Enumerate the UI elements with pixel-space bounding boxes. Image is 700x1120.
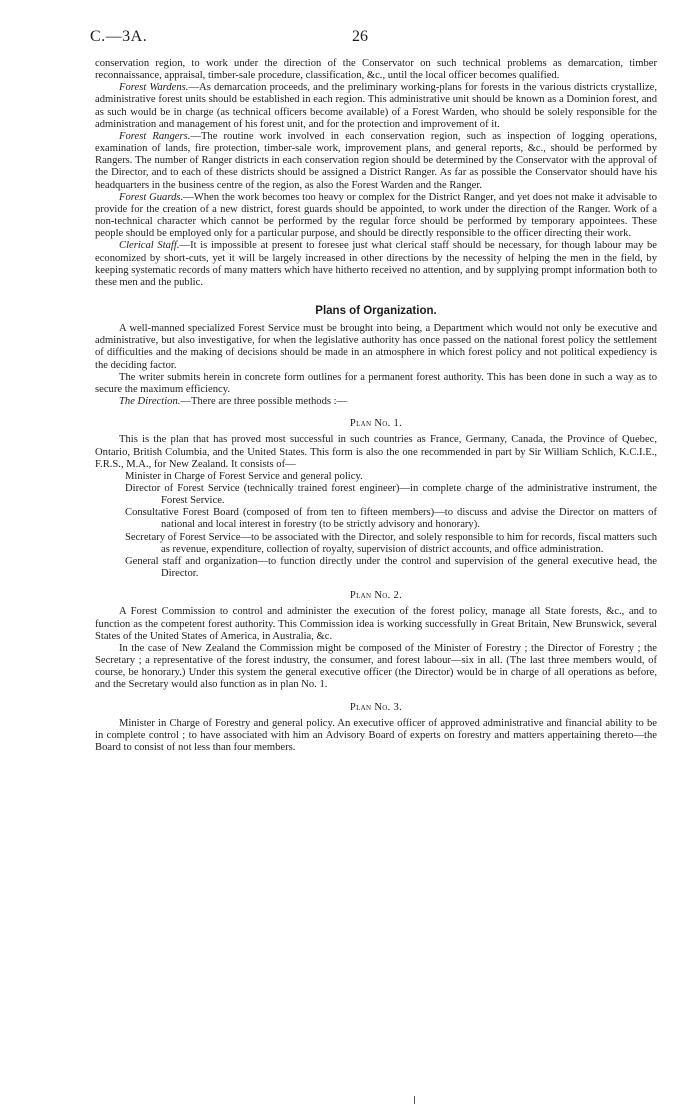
section-title: Plans of Organization.: [315, 304, 437, 317]
plan-3-heading: Plan No. 3.: [349, 701, 403, 713]
plan-3-text: Minister in Charge of Forestry and general policy. An executive officer of approved administrative and financial ability to be in complete control ; to have associated with him an Advisory Board of experts on forestry and matters appertaining thereto—the Board to consist of not less than four members.: [95, 717, 657, 753]
intro-paragraph: conservation region, to work under the direction of the Conservator on such technical problems as demarcation, timber reconnaissance, appraisal, timber-sale procedure, classification, &c., until the local officer becomes qualified.: [95, 58, 657, 82]
page-number: 26: [352, 28, 368, 45]
paragraph-lead: Forest Guards.: [119, 191, 184, 203]
forest-rangers-paragraph: Forest Rangers.—The routine work involved in each conservation region, such as inspection of logging operations, examination of lands, fire protection, timber-sale work, improvement plans, and general reports, &c., should be performed by Rangers. The number of Ranger districts in each conservation region should be determined by the Conservator with the approval of the Director, and to each of these districts should be assigned a District Ranger. As far as possible the Conservator should have his headquarters in the business centre of the region, as also the Forest Warden and the Ranger.: [95, 130, 657, 191]
paragraph-lead: Forest Rangers.: [119, 130, 191, 142]
clerical-staff-paragraph: Clerical Staff.—It is impossible at present to foresee just what clerical staff should be necessary, for though labour may be economized by short-cuts, yet it will be largely increased in other directions by the necessity of helping the men in the field, by keeping systematic records of many matters which have hitherto received no attention, and by supplying prompt information both to these men and the public.: [95, 240, 657, 288]
plan-1-heading: Plan No. 1.: [349, 418, 403, 430]
page-header: [90, 28, 630, 58]
plan-2-heading: Plan No. 2.: [349, 590, 403, 602]
forest-guards-paragraph: Forest Guards.—When the work becomes too heavy or complex for the District Ranger, and yet does not make it advisable to provide for the creation of a new district, forest guards should be appointed, to work under the direction of the Ranger. Work of a non-technical character which cannot be performed by the regular force should be performed by temporary appointees. These people should be employed only for a particular purpose, and should be directly responsible to the officer directing their work.: [95, 191, 657, 240]
paragraph-lead: The Direction.: [119, 396, 181, 408]
paragraph-lead: Forest Wardens.: [119, 82, 189, 94]
list-item: General staff and organization—to function directly under the control and supervision of the general executive head, the Director.: [125, 555, 657, 580]
plan-1-text: This is the plan that has proved most successful in such countries as France, Germany, Canada, the Province of Quebec, Ontario, British Columbia, and the United States. This form is also the one recommended in part by Sir William Schlich, K.C.I.E., F.R.S., M.A., for New Zealand. It consists of—: [95, 434, 657, 470]
direction-paragraph: The Direction.—There are three possible methods :—: [119, 396, 348, 408]
page-mark: [414, 1096, 415, 1104]
list-item: Secretary of Forest Service—to be associated with the Director, and solely responsible to him for records, fiscal matters such as revenue, expenditure, collection of royalty, supervision of district accounts, and office administration.: [125, 531, 657, 555]
paragraph-lead: Clerical Staff.: [119, 240, 180, 252]
list-item: Minister in Charge of Forest Service and general policy.: [125, 470, 363, 482]
forest-wardens-paragraph: Forest Wardens.—As demarcation proceeds, and the preliminary working-plans for forests in the various districts crystallize, administrative forest units should be established in each region. This administrative unit should be known as a Dominion forest, and as such would be in charge (as technical officers become available) of a Forest Warden, who should be solely responsible for the administration and management of his forest unit, and for the protection and improvement of it.: [95, 82, 658, 130]
plan-2-paragraph: In the case of New Zealand the Commission might be composed of the Minister of Forestry ; the Director of Forestry ; the Secretary ; a representative of the forest industry, the consumer, and forest labour—six in all. (The last three members would, of course, be honorary.) Under this system the general executive officer (the Director) would be in charge of all operations as before, and the Secretary would also function as in plan No. 1.: [95, 642, 657, 691]
document-body: [95, 58, 657, 754]
list-item: Director of Forest Service (technically trained forest engineer)—in complete charge of the administrative instrument, the Forest Service.: [125, 483, 657, 507]
plan-2-paragraph: A Forest Commission to control and administer the execution of the forest policy, manage all State forests, &c., and to function as the competent forest authority. This Commission idea is working successfully in Great Britain, New Brunswick, several States of the United States of America, in Australia, &c.: [95, 606, 657, 642]
section-paragraph: A well-manned specialized Forest Service must be brought into being, a Department which would not only be executive and administrative, but also investigative, for when the legislative authority has once passed on the national forest policy the settlement of difficulties and the making of decisions should be made in an atmosphere in which forest policy and not political expediency is the deciding factor.: [95, 323, 657, 371]
list-item: Consultative Forest Board (composed of from ten to fifteen members)—to discuss and advise the Director on matters of national and local interest in forestry (to be strictly advisory and honorary).: [125, 507, 657, 531]
section-paragraph: The writer submits herein in concrete form outlines for a permanent forest authority. This has been done in such a way as to secure the maximum efficiency.: [95, 371, 657, 395]
document-reference: C.—3A.: [90, 28, 148, 45]
